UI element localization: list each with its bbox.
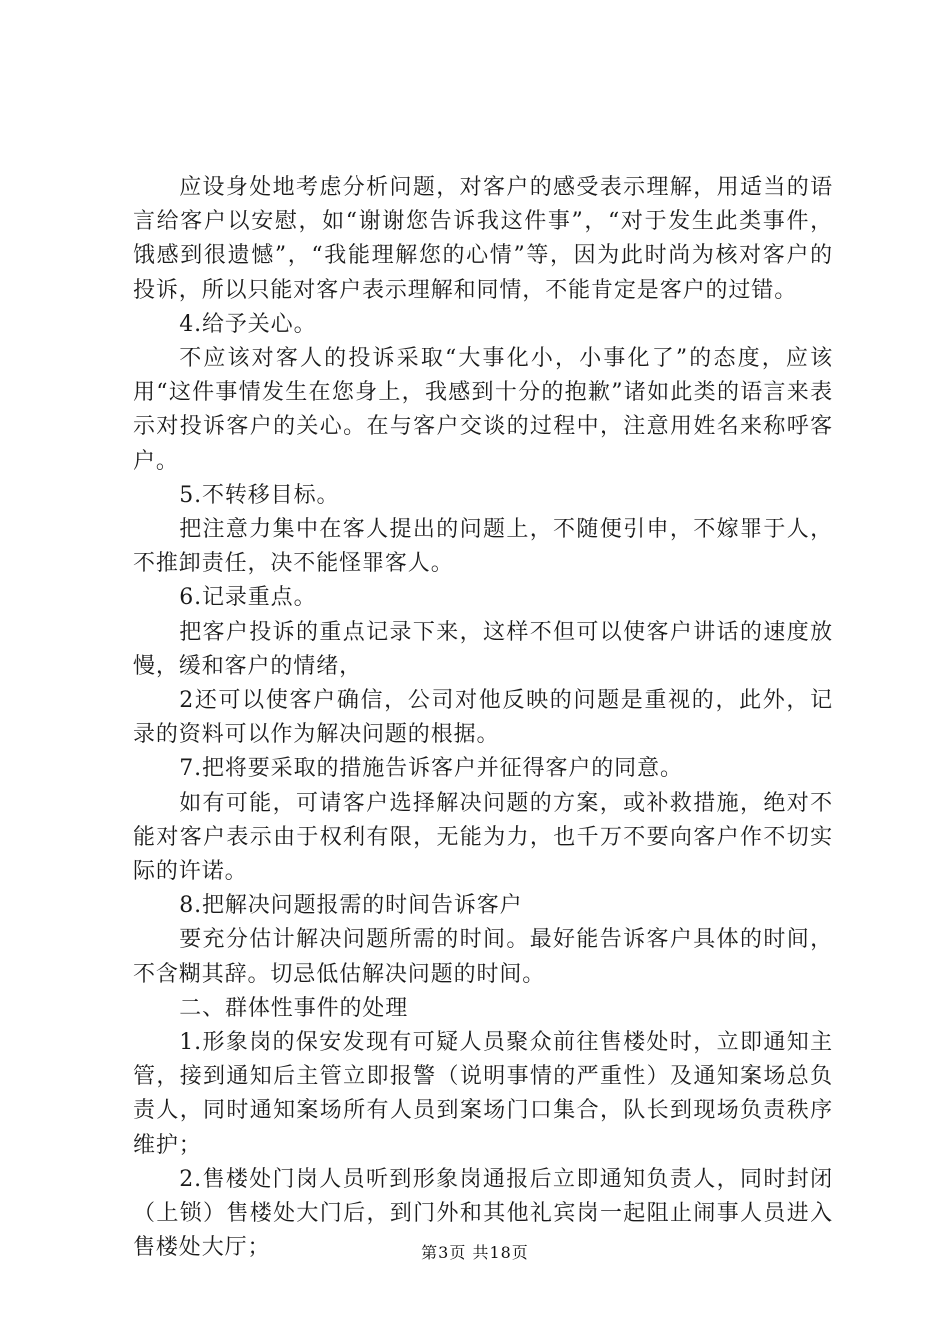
section-heading: 8.把解决问题报需的时间告诉客户 bbox=[179, 893, 523, 919]
paragraph: 把注意力集中在客人提出的问题上，不随便引申，不嫁罪于人，不推卸责任，决不能怪罪客人。 bbox=[133, 517, 833, 577]
paragraph: 应设身处地考虑分析问题，对客户的感受表示理解，用适当的语言给客户以安慰，如“谢谢您告诉我这件事”，“对于发生此类事件，饿感到很遗憾”，“我能理解您的心情”等，因为此时尚为核对客户的投诉，所以只能对客户表示理解和同情，不能肯定是客户的过错。 bbox=[133, 175, 833, 303]
paragraph: 如有可能，可请客户选择解决问题的方案，或补救措施，绝对不能对客户表示由于权利有限，无能为力，也千万不要向客户作不切实际的许诺。 bbox=[133, 790, 833, 885]
paragraph: 2.售楼处门岗人员听到形象岗通报后立即通知负责人，同时封闭（上锁）售楼处大门后，到门外和其他礼宾岗一起阻止闹事人员进入售楼处大厅； bbox=[133, 1166, 833, 1261]
paragraph: 1.形象岗的保安发现有可疑人员聚众前往售楼处时，立即通知主管，接到通知后主管立即报警（说明事情的严重性）及通知案场总负责人，同时通知案场所有人员到案场门口集合，队长到现场负责秩序维护； bbox=[133, 1030, 833, 1158]
paragraph: 2还可以使客户确信，公司对他反映的问题是重视的，此外，记录的资料可以作为解决问题的根据。 bbox=[133, 688, 833, 748]
paragraph: 不应该对客人的投诉采取“大事化小，小事化了”的态度，应该用“这件事情发生在您身上，我感到十分的抱歉”诸如此类的语言来表示对投诉客户的关心。在与客户交谈的过程中，注意用姓名来称呼客户。 bbox=[133, 346, 833, 474]
chapter-heading: 二、群体性事件的处理 bbox=[179, 995, 409, 1021]
paragraph: 把客户投诉的重点记录下来，这样不但可以使客户讲话的速度放慢，缓和客户的情绪， bbox=[133, 619, 833, 679]
section-heading: 4.给予关心。 bbox=[179, 311, 317, 337]
paragraph: 要充分估计解决问题所需的时间。最好能告诉客户具体的时间，不含糊其辞。切忌低估解决问题的时间。 bbox=[133, 927, 833, 987]
page-number-footer: 第3页 共18页 bbox=[421, 1243, 529, 1262]
section-heading: 6.记录重点。 bbox=[179, 585, 317, 611]
section-heading: 5.不转移目标。 bbox=[179, 482, 340, 508]
document-body bbox=[133, 171, 833, 1266]
section-heading: 7.把将要采取的措施告诉客户并征得客户的同意。 bbox=[179, 756, 683, 782]
